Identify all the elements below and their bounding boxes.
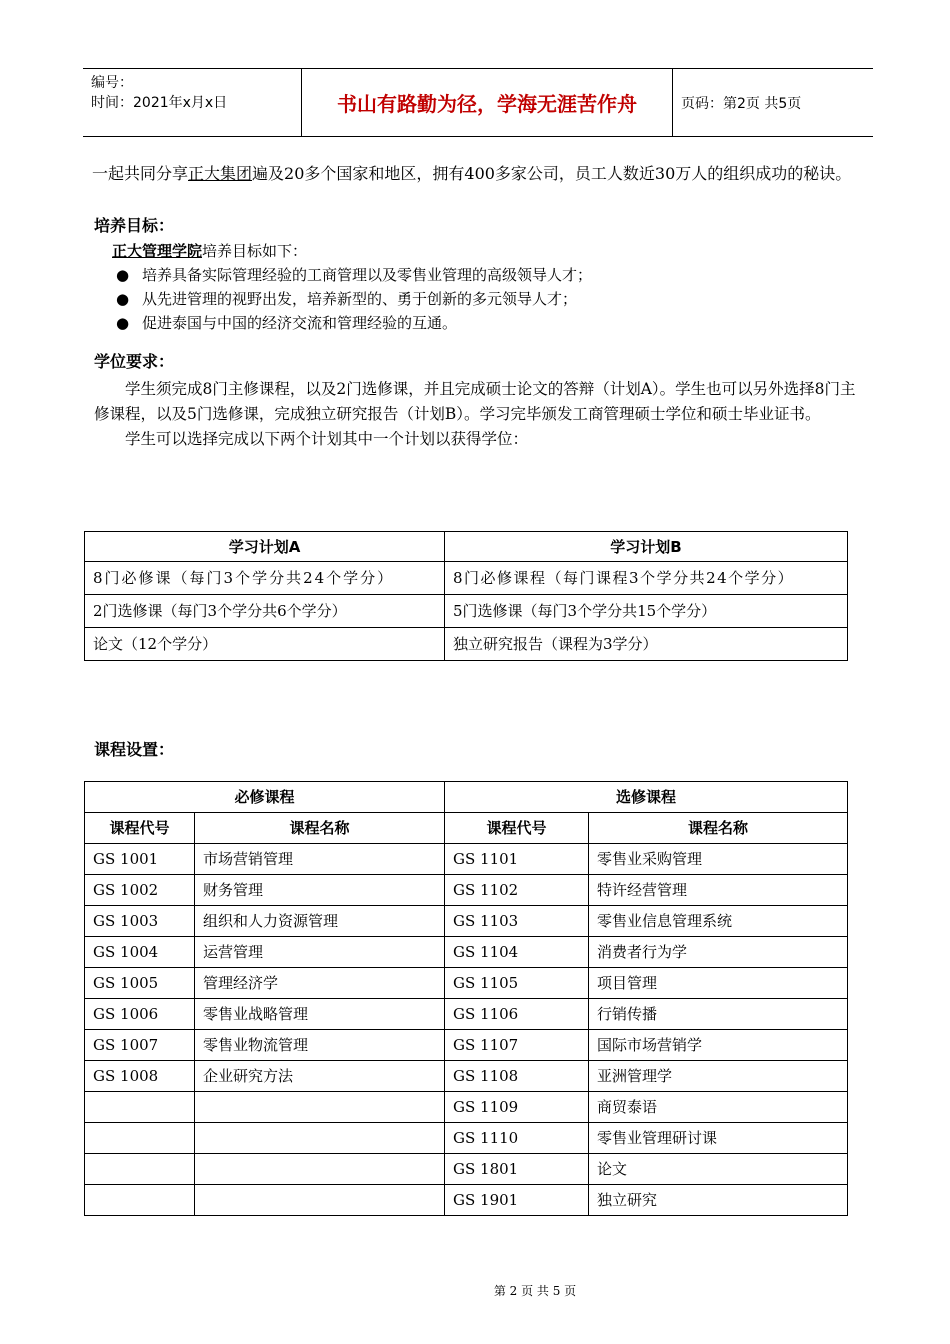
list-item (94, 311, 864, 335)
table-row (85, 937, 848, 968)
table-row (85, 1185, 848, 1216)
course-code-cell: GS 1004 (85, 937, 195, 968)
course-code-cell: GS 1101 (445, 844, 589, 875)
goals-list (94, 263, 864, 335)
course-name-cell: 零售业采购管理 (589, 844, 848, 875)
course-name-cell: 商贸泰语 (589, 1092, 848, 1123)
elective-courses-header: 选修课程 (445, 782, 848, 813)
course-code-cell (85, 1154, 195, 1185)
course-name-cell: 零售业物流管理 (195, 1030, 445, 1061)
goals-lead (94, 239, 864, 263)
course-code-cell: GS 1003 (85, 906, 195, 937)
course-code-cell (85, 1123, 195, 1154)
course-table (84, 781, 848, 1216)
plan-a-header: 学习计划A (85, 532, 445, 562)
list-item (94, 263, 864, 287)
degree-paragraph: 学生须完成8门主修课程，以及2门选修课，并且完成硕士论文的答辩（计划A）。学生也可以另外选择8门主修课程，以及5门选修课，完成独立研究报告（计划B）。学习完毕颁发工商管理硕士学位和硕士毕业证书。 (94, 380, 856, 423)
table-row (85, 813, 848, 844)
course-name-cell: 运营管理 (195, 937, 445, 968)
intro-company-name: 正大集团 (188, 164, 253, 183)
list-item (94, 287, 864, 311)
course-name-cell: 项目管理 (589, 968, 848, 999)
goal-text: 培养具备实际管理经验的工商管理以及零售业管理的高级领导人才； (142, 266, 593, 284)
table-cell: 5门选修课（每门3个学分共15个学分） (445, 595, 848, 628)
intro-text-a: 一起共同分享 (92, 164, 189, 183)
course-code-cell: GS 1002 (85, 875, 195, 906)
table-row (85, 532, 848, 562)
course-name-cell (195, 1092, 445, 1123)
doc-number-label: 编号： (91, 75, 133, 91)
institute-name: 正大管理学院 (112, 242, 203, 260)
course-name-cell: 零售业战略管理 (195, 999, 445, 1030)
course-code-cell: GS 1006 (85, 999, 195, 1030)
header-motto: 书山有路勤为径，学海无涯苦作舟 (302, 69, 673, 136)
course-code-cell: GS 1110 (445, 1123, 589, 1154)
course-code-cell: GS 1103 (445, 906, 589, 937)
doc-date-label: 时间：2021年x月x日 (91, 95, 228, 111)
table-cell: 论文（12个学分） (85, 628, 445, 661)
course-code-cell: GS 1901 (445, 1185, 589, 1216)
table-cell: 8门必修课（每门3个学分共24个学分） (85, 562, 445, 595)
table-row (85, 1154, 848, 1185)
degree-heading: 学位要求： (94, 352, 175, 371)
table-row (85, 999, 848, 1030)
course-code-cell: GS 1107 (445, 1030, 589, 1061)
course-code-cell: GS 1106 (445, 999, 589, 1030)
course-code-cell: GS 1008 (85, 1061, 195, 1092)
course-code-cell: GS 1108 (445, 1061, 589, 1092)
courses-heading: 课程设置： (94, 740, 175, 759)
intro-paragraph (92, 160, 864, 187)
table-cell: 2门选修课（每门3个学分共6个学分） (85, 595, 445, 628)
table-row (85, 1061, 848, 1092)
course-name-cell (195, 1154, 445, 1185)
course-code-cell: GS 1105 (445, 968, 589, 999)
course-name-cell: 亚洲管理学 (589, 1061, 848, 1092)
course-code-cell: GS 1001 (85, 844, 195, 875)
course-name-cell: 市场营销管理 (195, 844, 445, 875)
degree-options-paragraph: 学生可以选择完成以下两个计划其中一个计划以获得学位： (125, 430, 529, 448)
course-name-cell: 管理经济学 (195, 968, 445, 999)
column-header: 课程名称 (195, 813, 445, 844)
course-name-cell (195, 1185, 445, 1216)
course-name-cell: 财务管理 (195, 875, 445, 906)
page-footer: 第 2 页 共 5 页 (493, 1284, 577, 1298)
course-name-cell: 国际市场营销学 (589, 1030, 848, 1061)
goals-lead-text: 培养目标如下： (202, 242, 308, 260)
table-row (85, 1123, 848, 1154)
course-code-cell: GS 1007 (85, 1030, 195, 1061)
course-name-cell: 组织和人力资源管理 (195, 906, 445, 937)
course-name-cell: 企业研究方法 (195, 1061, 445, 1092)
table-row (85, 906, 848, 937)
table-row (85, 595, 848, 628)
table-cell: 8门必修课程（每门课程3个学分共24个学分） (445, 562, 848, 595)
table-row (85, 628, 848, 661)
bullet-icon: ● (116, 314, 130, 332)
course-code-cell (85, 1185, 195, 1216)
course-code-cell (85, 1092, 195, 1123)
goal-text: 促进泰国与中国的经济交流和管理经验的互通。 (142, 314, 458, 332)
course-code-cell: GS 1801 (445, 1154, 589, 1185)
header-page-number: 页码：第2页 共5页 (681, 95, 802, 112)
course-name-cell: 行销传播 (589, 999, 848, 1030)
course-name-cell: 消费者行为学 (589, 937, 848, 968)
bullet-icon: ● (116, 266, 130, 284)
course-code-cell: GS 1005 (85, 968, 195, 999)
course-code-cell: GS 1104 (445, 937, 589, 968)
page-header (83, 68, 873, 137)
table-row (85, 875, 848, 906)
course-code-cell: GS 1102 (445, 875, 589, 906)
course-code-cell: GS 1109 (445, 1092, 589, 1123)
column-header: 课程名称 (589, 813, 848, 844)
document-body (94, 160, 864, 452)
table-row (85, 562, 848, 595)
study-plan-table (84, 531, 848, 661)
course-table-body (85, 844, 848, 1216)
course-name-cell: 零售业信息管理系统 (589, 906, 848, 937)
course-name-cell (195, 1123, 445, 1154)
table-row (85, 782, 848, 813)
table-row (85, 844, 848, 875)
table-row (85, 968, 848, 999)
goals-heading: 培养目标： (94, 216, 175, 235)
header-meta (83, 69, 302, 136)
plan-b-header: 学习计划B (445, 532, 848, 562)
table-cell: 独立研究报告（课程为3学分） (445, 628, 848, 661)
table-row (85, 1092, 848, 1123)
course-name-cell: 特许经营管理 (589, 875, 848, 906)
course-name-cell: 独立研究 (589, 1185, 848, 1216)
bullet-icon: ● (116, 290, 130, 308)
required-courses-header: 必修课程 (85, 782, 445, 813)
intro-text-b: 遍及20多个国家和地区，拥有400多家公司，员工人数近30万人的组织成功的秘诀。 (252, 164, 852, 183)
column-header: 课程代号 (445, 813, 589, 844)
course-name-cell: 论文 (589, 1154, 848, 1185)
column-header: 课程代号 (85, 813, 195, 844)
goal-text: 从先进管理的视野出发，培养新型的、勇于创新的多元领导人才； (142, 290, 578, 308)
table-row (85, 1030, 848, 1061)
course-name-cell: 零售业管理研讨课 (589, 1123, 848, 1154)
